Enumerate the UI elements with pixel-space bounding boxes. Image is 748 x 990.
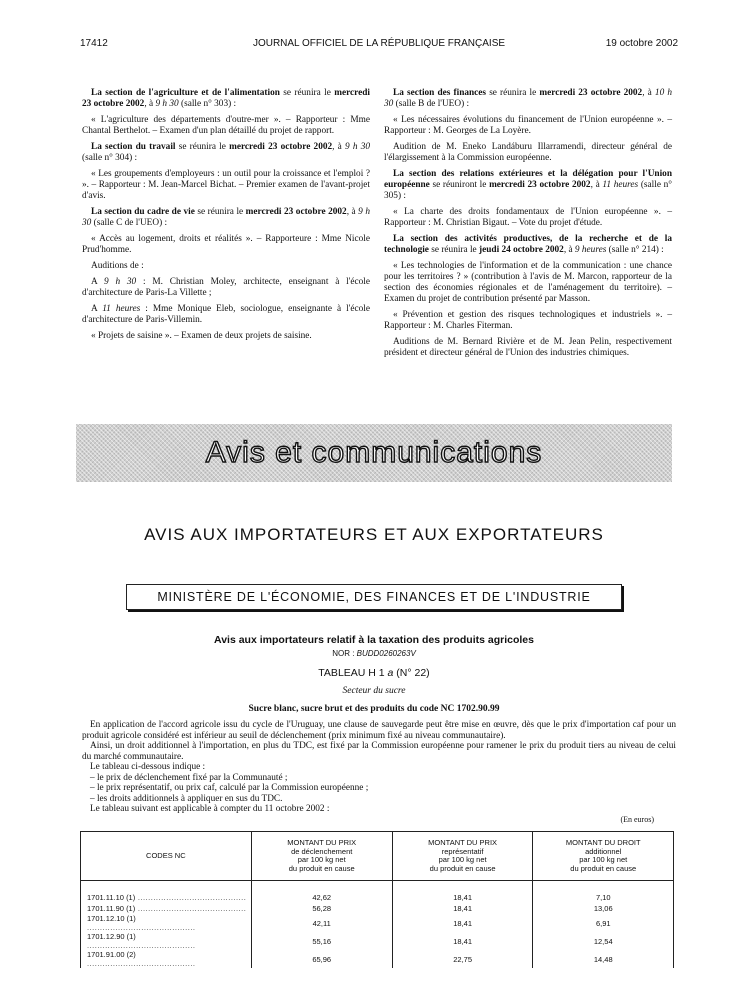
text: (salle n° 304) : [82,153,138,163]
issue-date: 19 octobre 2002 [605,38,678,49]
header-line: représentatif [441,846,484,856]
text: se réunira le [194,207,246,217]
leader-dots: .......................................... [87,923,196,932]
section-title: AVIS AUX IMPORTATEURS ET AUX EXPORTATEURS [144,525,604,544]
droit-cell: 7,10 [533,892,674,903]
text: se réunira le [486,88,540,98]
meeting-time: 9 h 30 [155,99,179,109]
paragraph: « La charte des droits fondamentaux de l'Union européenne ». – Rapporteur : M. Christian Bigaut. – Vote du projet d'étude. [384,207,672,228]
header-line: MONTANT DU DROIT [565,838,641,847]
paragraph: Auditions de M. Bernard Rivière et de M. Jean Pelin, respectivement président et directeur général de l'Union des industries chimiques. [384,337,672,358]
text: , à [563,245,575,255]
nor-value: BUDD0260263V [356,649,416,658]
paragraph: Audition de M. Eneko Landáburu Illarramendi, directeur général de l'élargissement à la Commission européenne. [384,142,672,163]
header-line: additionnel [585,846,622,856]
table-row [81,903,674,914]
column-header-codes: CODES NC [81,832,252,881]
left-column [82,88,370,347]
section-name: La section du cadre de vie [91,207,195,217]
text: TABLEAU H 1 [318,667,388,679]
section-travail [82,142,370,164]
code-value: 1701.12.90 (1) [87,932,136,941]
paragraph [82,304,370,326]
notice-subtitle: Sucre blanc, sucre brut et des produits du code NC 1702.90.99 [248,704,500,714]
meeting-time: 9 heures [574,245,607,255]
text: , à [332,142,345,152]
text: se réunira le [428,245,480,255]
text: (salle n° 214) : [606,245,664,255]
droit-cell: 6,91 [533,914,674,932]
text: a [387,667,394,679]
leader-dots: .......................................... [135,904,247,913]
declenchement-cell: 42,11 [251,914,392,932]
section-name: La section de l'agriculture et de l'alimentation [91,88,280,98]
tableau-label [0,667,748,679]
nor-reference [0,649,748,658]
units-label: (En euros) [620,815,654,824]
code-value: 1701.91.00 (2) [87,950,136,959]
meeting-date: mercredi 23 octobre 2002 [539,88,643,98]
list-item: – les droits additionnels à appliquer en sus du TDC. [90,793,283,804]
meeting-time: 11 heures [602,180,639,190]
section-name: La section du travail [91,142,176,152]
droit-cell: 14,48 [533,950,674,968]
paragraph: Le tableau ci-dessous indique : [90,762,206,772]
section-cadre-de-vie [82,207,370,229]
meeting-date: mercredi 23 octobre 2002 [229,142,333,152]
meeting-date: mercredi 23 octobre 2002 [245,207,347,217]
code-cell [81,903,252,914]
representatif-cell: 18,41 [392,914,533,932]
section-activites-productives [384,234,672,256]
code-cell [81,932,252,950]
tariff-table [80,831,674,968]
meeting-time: 10 h 30 [384,88,672,109]
notice-body [82,720,676,815]
paragraph: Le tableau suivant est applicable à compter du 11 octobre 2002 : [90,804,330,814]
table-row [81,892,674,903]
header-line: par 100 kg net [297,855,346,864]
text: (N° 22) [393,667,430,679]
paragraph: Ainsi, un droit additionnel à l'importation, en plus du TDC, est fixé par la Commission européenne pour ramener le prix du produit tiers au niveau de celui du marché communautaire. [82,741,676,762]
leader-dots: .......................................... [87,941,196,950]
meeting-time: 9 h 30 [104,277,137,287]
page-number: 17412 [80,38,108,49]
text: , à [642,88,655,98]
header-line: de déclenchement [291,846,353,856]
header-line: du produit en cause [288,863,355,873]
representatif-cell: 18,41 [392,892,533,903]
table-header-row [81,832,674,881]
paragraph: « Accès au logement, droits et réalités ». – Rapporteure : Mme Nicole Prud'homme. [82,234,370,255]
nor-label: NOR : [332,649,357,658]
code-value: 1701.11.90 (1) [87,904,136,913]
code-value: 1701.12.10 (1) [87,914,136,923]
text: (salle n° 303) : [178,99,237,109]
header-line: par 100 kg net [438,855,487,864]
declenchement-cell: 56,28 [251,903,392,914]
list-item: – le prix représentatif, ou prix caf, calculé par la Commission européenne ; [90,783,369,793]
journal-title: JOURNAL OFFICIEL DE LA RÉPUBLIQUE FRANÇAISE [252,38,506,49]
paragraph: « Les nécessaires évolutions du financement de l'Union européenne ». – Rapporteur : M. Georges de La Loyère. [384,115,672,136]
header-line: du produit en cause [570,863,637,873]
code-cell [81,950,252,968]
text: , à [590,180,603,190]
text: (salle C de l'UEO) : [91,218,168,228]
section-relations-exterieures [384,169,672,202]
text: , à [346,207,359,217]
paragraph: Auditions de : [91,261,144,271]
ministry-name: MINISTÈRE DE L'ÉCONOMIE, DES FINANCES ET DE L'INDUSTRIE [157,590,591,604]
column-header-declenchement [251,832,392,881]
text: A [91,277,104,287]
text: (salle B de l'UEO) : [393,99,470,109]
section-name: La section des activités productives, de la recherche et de la technologie [384,234,672,255]
secteur-label: Secteur du sucre [342,686,406,696]
header-line: par 100 kg net [579,855,628,864]
column-header-droit [533,832,674,881]
droit-cell: 12,54 [533,932,674,950]
header-line: MONTANT DU PRIX [287,838,357,847]
text: A [91,304,103,314]
header-line: du produit en cause [429,863,496,873]
code-cell [81,914,252,932]
text: : Mme Monique Eleb, sociologue, enseignante à l'école d'architecture de Paris-Villemin. [82,304,370,325]
representatif-cell: 22,75 [392,950,533,968]
droit-cell: 13,06 [533,903,674,914]
meeting-date: mercredi 23 octobre 2002 [489,180,591,190]
table-row [81,932,674,950]
section-finances [384,88,672,110]
right-column [384,88,672,364]
ministry-box [126,584,622,610]
text: (salle n° 305) : [384,180,673,201]
meeting-time: 9 h 30 [82,207,370,228]
section-banner [76,424,672,482]
paragraph [82,277,370,299]
meeting-time: 11 heures [102,304,141,314]
paragraph: « L'agriculture des départements d'outre-mer ». – Rapporteur : Mme Chantal Berthelot. – Examen d'un plan détaillé du projet de rapport. [82,115,370,136]
meeting-date: jeudi 24 octobre 2002 [479,245,564,255]
declenchement-cell: 65,96 [251,950,392,968]
text: se réunira le [175,142,230,152]
leader-dots: .......................................... [135,893,247,902]
list-item: – le prix de déclenchement fixé par la Communauté ; [90,772,288,783]
spacer-row [81,881,674,893]
paragraph: « Les technologies de l'information et de la communication : une chance pour les territoires ? » (contribution à l'avis de M. Marcon, rapporteur de la section des économies régionales et de l'aménagement du territoire). – Examen du projet de contribution présenté par Masson. [384,261,672,304]
meeting-time: 9 h 30 [345,142,370,152]
code-cell [81,892,252,903]
representatif-cell: 18,41 [392,932,533,950]
meeting-date: mercredi 23 octobre 2002 [82,88,370,109]
table-row [81,914,674,932]
table-row [81,950,674,968]
banner-title: Avis et communications [205,436,543,469]
leader-dots: .......................................... [87,959,196,968]
representatif-cell: 18,41 [392,903,533,914]
paragraph: « Prévention et gestion des risques technologiques et industriels ». – Rapporteur : M. Charles Fiterman. [384,310,672,331]
declenchement-cell: 55,16 [251,932,392,950]
paragraph: « Les groupements d'employeurs : un outil pour la croissance et l'emploi ? ». – Rapporteur : M. Jean-Marcel Bichat. – Premier examen de l'avant-projet d'avis. [82,169,370,201]
text: se réunira le [279,88,335,98]
text: se réuniront le [429,180,490,190]
column-header-representatif [392,832,533,881]
text: , à [144,99,156,109]
section-agriculture [82,88,370,110]
text: : M. Christian Moley, architecte, enseignant à l'école d'architecture de Paris-La Villette ; [82,277,370,298]
declenchement-cell: 42,62 [251,892,392,903]
code-value: 1701.11.10 (1) [87,893,136,902]
paragraph: « Projets de saisine ». – Examen de deux projets de saisine. [91,331,312,341]
section-name: La section des finances [393,88,487,98]
section-name: La section des relations extérieures et la délégation pour l'Union européenne [384,169,672,190]
header-line: MONTANT DU PRIX [428,838,498,847]
paragraph: En application de l'accord agricole issu du cycle de l'Uruguay, une clause de sauvegarde peut être mise en œuvre, dès que le prix d'importation caf pour un produit agricole considéré est inférieur au seuil de déclenchement (prix minimum fixé au niveau communautaire). [82,720,676,741]
notice-title: Avis aux importateurs relatif à la taxation des produits agricoles [214,634,534,646]
